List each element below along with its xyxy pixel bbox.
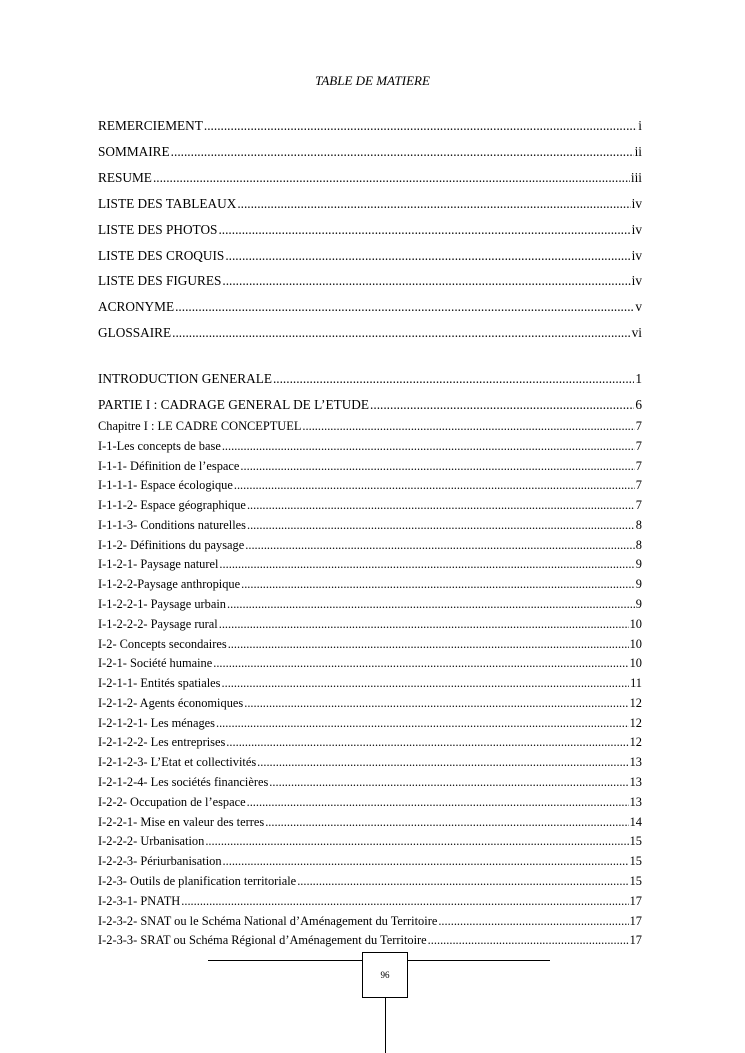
toc-entry-label: LISTE DES CROQUIS <box>98 247 225 263</box>
toc-leader-dots <box>226 735 628 750</box>
toc-entry-label: RESUME <box>98 169 152 185</box>
toc-entry-label: I-2-1-2-3- L’Etat et collectivités <box>98 755 257 770</box>
toc-entry <box>98 894 642 909</box>
toc-entry-label: I-1-2-2-1- Paysage urbain <box>98 597 226 612</box>
toc-leader-dots <box>237 196 630 212</box>
toc-entry-label: PARTIE I : CADRAGE GENERAL DE L’ETUDE <box>98 396 370 412</box>
toc-leader-dots <box>240 459 634 474</box>
toc-entry-label: I-1-1-3- Conditions naturelles <box>98 517 246 532</box>
toc-entry <box>98 248 642 264</box>
toc-entry-page: 8 <box>635 517 642 532</box>
toc-leader-dots <box>247 498 635 513</box>
toc-entry <box>98 397 642 413</box>
toc-entry-page: 7 <box>635 498 642 513</box>
toc-entry-page: 11 <box>630 676 642 691</box>
toc-leader-dots <box>175 299 634 315</box>
toc-entry <box>98 676 642 691</box>
toc-entry-page: ii <box>634 143 642 159</box>
toc-entry-page: 13 <box>629 775 642 790</box>
toc-entry-label: I-2-3-3- SRAT ou Schéma Régional d’Aménagement du Territoire <box>98 933 427 948</box>
toc-entry-page: 10 <box>629 616 642 631</box>
toc-entry <box>98 170 642 186</box>
toc-entry-label: I-1-1-1- Espace écologique <box>98 478 233 493</box>
toc-leader-dots <box>428 933 629 948</box>
toc-entry-label: INTRODUCTION GENERALE <box>98 371 272 386</box>
toc-leader-dots <box>241 577 635 592</box>
toc-entry-label: ACRONYME <box>98 299 175 315</box>
toc-entry-label: I-2-2-2- Urbanisation <box>98 834 205 849</box>
toc-entry <box>98 755 642 770</box>
toc-entry-page: iv <box>631 247 642 263</box>
toc-entry-label: I-1-2-1- Paysage naturel <box>98 557 219 572</box>
toc-entry-label: I-2-1-2-4- Les sociétés financières <box>98 775 269 790</box>
toc-entry-label: I-2-3-1- PNATH <box>98 893 181 908</box>
toc-leader-dots <box>222 273 630 289</box>
toc-entry-label: I-1-Les concepts de base <box>98 438 221 453</box>
toc-entry-page: 15 <box>629 834 642 849</box>
toc-entry-page: 9 <box>635 597 642 612</box>
toc-leader-dots <box>302 419 634 434</box>
toc-entry-page: 9 <box>635 557 642 572</box>
toc-leader-dots <box>171 144 634 160</box>
toc-entry <box>98 498 642 513</box>
toc-entry-page: 10 <box>629 636 642 651</box>
toc-entry-page: 1 <box>635 371 642 386</box>
toc-leader-dots <box>247 795 629 810</box>
toc-entry <box>98 118 642 134</box>
toc-entry-label: Chapitre I : LE CADRE CONCEPTUEL <box>98 419 302 433</box>
toc-entry <box>98 656 642 671</box>
toc-entry <box>98 815 642 830</box>
toc-entry-page: 7 <box>635 478 642 493</box>
toc-entry-page: 12 <box>629 735 642 750</box>
toc-entry-label: I-1-1-2- Espace géographique <box>98 498 246 513</box>
toc-entry-label: I-2-1-2-1- Les ménages <box>98 715 215 730</box>
toc-entry <box>98 273 642 289</box>
toc-leader-dots <box>228 637 629 652</box>
toc-leader-dots <box>269 775 628 790</box>
toc-leader-dots <box>172 325 631 341</box>
toc-entry-page: iv <box>631 221 642 237</box>
toc-entry <box>98 933 642 948</box>
toc-entry-page: 7 <box>635 458 642 473</box>
toc-entry-page: 13 <box>629 755 642 770</box>
toc-entry <box>98 222 642 238</box>
toc-entry-page: vi <box>631 325 642 341</box>
toc-leader-dots <box>213 656 628 671</box>
toc-entry-label: I-1-2-2-2- Paysage rural <box>98 616 218 631</box>
toc-entry <box>98 914 642 929</box>
toc-leader-dots <box>204 118 637 134</box>
toc-leader-dots <box>438 914 628 929</box>
toc-entry <box>98 795 642 810</box>
toc-entry-page: iii <box>630 169 642 185</box>
toc-entry <box>98 874 642 889</box>
toc-entry-label: I-2-1-2-2- Les entreprises <box>98 735 226 750</box>
toc-leader-dots <box>244 696 628 711</box>
toc-entry <box>98 196 642 212</box>
toc-entry <box>98 144 642 160</box>
toc-entry-label: I-2-1- Société humaine <box>98 656 213 671</box>
toc-entry-page: 17 <box>629 913 642 928</box>
toc-entry-label: I-1-2- Définitions du paysage <box>98 537 245 552</box>
toc-leader-dots <box>234 478 635 493</box>
toc-entry <box>98 854 642 869</box>
toc-entry <box>98 577 642 592</box>
toc-leader-dots <box>222 676 630 691</box>
toc-entry-page: 12 <box>629 695 642 710</box>
toc-entry-label: REMERCIEMENT <box>98 118 203 133</box>
toc-entry-page: 17 <box>629 893 642 908</box>
toc-entry <box>98 538 642 553</box>
toc-entry-page: i <box>638 118 642 133</box>
page-number-box <box>362 952 408 998</box>
toc-leader-dots <box>205 834 628 849</box>
toc-entry <box>98 478 642 493</box>
toc-entry <box>98 735 642 750</box>
toc-entry <box>98 325 642 341</box>
toc-entry-label: LISTE DES TABLEAUX <box>98 195 237 211</box>
toc-entry <box>98 597 642 612</box>
toc-entry-label: I-1-1- Définition de l’espace <box>98 458 240 473</box>
toc-entry <box>98 439 642 454</box>
toc-entry-page: 14 <box>629 814 642 829</box>
toc-entry-page: 7 <box>635 438 642 453</box>
toc-entry <box>98 637 642 652</box>
page-number-stem <box>385 997 386 1053</box>
toc-entry-label: I-1-2-2-Paysage anthropique <box>98 577 241 592</box>
toc-leader-dots <box>225 248 630 264</box>
toc-entry-page: 8 <box>635 537 642 552</box>
toc-entry <box>98 617 642 632</box>
toc-entry-label: I-2-2-3- Périurbanisation <box>98 854 222 869</box>
toc-entry <box>98 459 642 474</box>
toc-entry-page: v <box>635 299 642 315</box>
toc-entry-label: I-2-3-2- SNAT ou le Schéma National d’Aménagement du Territoire <box>98 913 438 928</box>
toc-entry-label: I-2-1-1- Entités spatiales <box>98 676 221 691</box>
toc-entry-page: iv <box>631 195 642 211</box>
toc-entry-page: 15 <box>629 873 642 888</box>
toc-leader-dots <box>223 854 629 869</box>
toc-leader-dots <box>181 894 628 909</box>
toc-leader-dots <box>222 439 635 454</box>
toc-entry <box>98 557 642 572</box>
toc-entry-page: 10 <box>629 656 642 671</box>
toc-entry-label: I-2- Concepts secondaires <box>98 636 227 651</box>
toc-entry <box>98 834 642 849</box>
toc-entry-label: I-2-2- Occupation de l’espace <box>98 794 246 809</box>
toc-entry <box>98 299 642 315</box>
toc-entry-page: 6 <box>635 396 642 412</box>
toc-leader-dots <box>153 170 630 186</box>
toc-leader-dots <box>265 815 628 830</box>
toc-leader-dots <box>219 557 634 572</box>
toc-entry-label: I-2-3- Outils de planification territoriale <box>98 873 297 888</box>
toc-entry-label: I-2-1-2- Agents économiques <box>98 695 244 710</box>
toc-leader-dots <box>370 397 634 413</box>
toc-entry-label: LISTE DES PHOTOS <box>98 221 218 237</box>
toc-entry <box>98 696 642 711</box>
toc-title: TABLE DE MATIERE <box>315 73 430 88</box>
toc-entry-page: 9 <box>635 577 642 592</box>
toc-leader-dots <box>219 617 629 632</box>
toc-entry-page: 7 <box>635 419 642 433</box>
toc-entry <box>98 716 642 731</box>
toc-entry-label: LISTE DES FIGURES <box>98 273 222 289</box>
toc-entry-page: 17 <box>629 933 642 948</box>
toc-leader-dots <box>297 874 628 889</box>
toc-entry-label: I-2-2-1- Mise en valeur des terres <box>98 814 265 829</box>
toc-entry <box>98 419 642 434</box>
toc-leader-dots <box>218 222 630 238</box>
toc-leader-dots <box>216 716 629 731</box>
toc-entry-page: 15 <box>629 854 642 869</box>
page-number: 96 <box>380 970 390 980</box>
toc-leader-dots <box>273 371 634 387</box>
toc-leader-dots <box>245 538 635 553</box>
toc-entry <box>98 371 642 387</box>
toc-entry <box>98 775 642 790</box>
toc-entry-page: 12 <box>629 715 642 730</box>
toc-leader-dots <box>247 518 635 533</box>
toc-entry-label: GLOSSAIRE <box>98 325 172 341</box>
toc-leader-dots <box>227 597 635 612</box>
toc-leader-dots <box>257 755 628 770</box>
toc-entry-label: SOMMAIRE <box>98 143 170 159</box>
toc-entry <box>98 518 642 533</box>
toc-entry-page: iv <box>631 273 642 289</box>
toc-entry-page: 13 <box>629 794 642 809</box>
